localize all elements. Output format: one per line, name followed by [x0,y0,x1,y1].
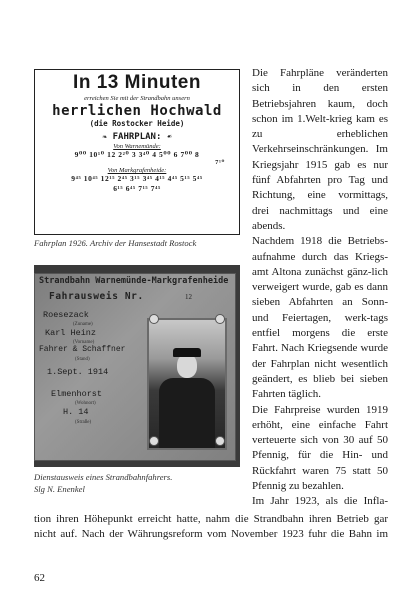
card-name1: Roesezack [43,310,89,320]
text-line: nicht auf. Nach der Währungsreform vom November 1923 fuhr die Bahn im [34,528,388,541]
card-house: H. 14 [63,407,89,417]
ornament-left-icon: ❧ [102,132,108,141]
rivet-icon [149,436,159,446]
paragraph: Nachdem 1918 die Betriebs-aufnahme durch das Kriegs-amt Altona zunächst gänz-lich verweigert wurde, gab es dann sieben Abfahrten an Sonn- und Feiertagen, werk-tags entfiel morgens die erste Fahrt. Nach Kriegsende wurde der Fahrplan nicht wesentlich geändert, es blieb bei sieben Fahrten täglich. [252,235,388,401]
card-label-wohnort: (Wohnort) [75,401,96,406]
card-label-vorname: (Vorname) [73,340,95,345]
from-markgrafenheide-label: Von Markgrafenheide: [107,167,167,174]
body-column [252,66,388,510]
ad-big-title: herrlichen Hochwald [52,103,222,119]
fahrplan-heading: ❧ FAHRPLAN: ☙ [102,132,172,142]
ad-headline: In 13 Minuten [73,72,201,93]
times-markgrafenheide: 9⁴⁵ 10⁴⁵ 12¹⁵ 2⁴⁵ 3¹⁵ 3⁴⁵ 4¹⁵ 4⁴⁵ 5¹⁵ 5⁴⁵ 6¹⁵ 6⁴⁵ 7¹⁵ 7⁴⁵ [71,174,203,193]
rivet-icon [149,314,159,324]
card-label-strasse: (Straße) [75,420,92,425]
page-number: 62 [34,572,45,584]
caption-ausweis-1: Dienstausweis eines Strandbahnfahrers. [34,472,173,482]
card-name2: Karl Heinz [45,328,97,338]
paragraph: Die Fahrpreise wurden 1919 erhöht, eine einfache Fahrt verteuerte sich von 30 auf 50 Pfennig, für die Hin- und Rückfahrt waren 75 statt 50 Pfennig zu bezahlen. [252,403,388,493]
body-full-width [34,512,388,543]
text-line: tion ihren Höhepunkt erreicht hatte, nahm die Strandbahn ihren Betrieb gar [34,513,388,525]
id-card [34,273,236,461]
from-warnemuende-label: Von Warnemünde: [113,143,161,150]
rivet-icon [215,314,225,324]
paragraph: Im Jahr 1923, als die Infla- [252,495,388,508]
paragraph: Die Fahrpläne veränderten sich in den ersten Betriebsjahren kaum, doch schon im 1.Welt-krieg kam es zu erheblichen Verkehrseinschränkungen. Im Kriegsjahr 1915 gab es nur fünf Abfahrten pro Tag und Richtung, eine vormittags, drei nachmittags und eine abends. [252,67,388,232]
caption-fahrplan: Fahrplan 1926. Archiv der Hansestadt Rostock [34,238,197,248]
ornament-right-icon: ☙ [166,132,172,141]
ausweis-photo [34,265,240,467]
rivet-icon [215,436,225,446]
card-title: Fahrausweis Nr. [49,291,144,302]
card-place: Elmenhorst [51,389,103,399]
card-date: 1.Sept. 1914 [47,367,109,377]
card-role: Fahrer & Schaffner [39,345,126,354]
card-label-name: (Zuname) [73,322,93,327]
driver-portrait [147,318,227,450]
card-label-stand: (Stand) [75,357,90,362]
card-number: 12 [185,293,192,301]
timetable-advertisement [34,69,240,235]
ad-subtitle: (die Rostocker Heide) [89,119,185,128]
times-warnemuende: 9⁰⁰ 10¹⁰ 12 2²⁰ 3 3⁴⁰ 4 5⁰⁰ 6 7⁰⁰ 8 7¹⁰ [74,150,225,166]
caption-ausweis-2: Slg N. Enenkel [34,484,85,494]
card-header: Strandbahn Warnemünde-Markgrafenheide [39,276,229,286]
ad-subline: erreichen Sie mit der Strandbahn unsern [84,95,190,102]
